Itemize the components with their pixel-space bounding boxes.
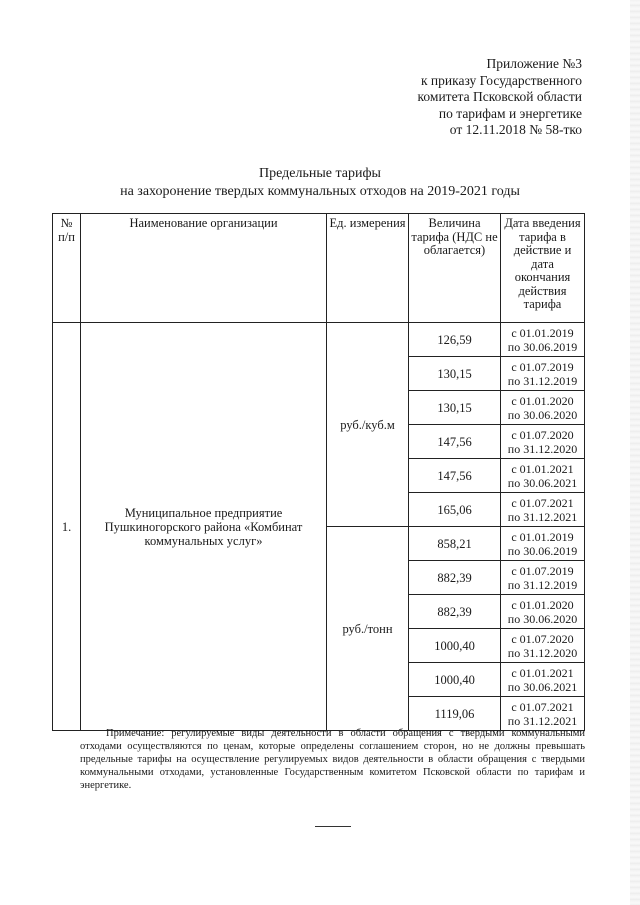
tariff-value: 1000,40 xyxy=(409,663,501,697)
tariff-value: 1119,06 xyxy=(409,697,501,731)
period-end: по 31.12.2019 xyxy=(507,577,578,592)
appendix-line: комитета Псковской области xyxy=(417,89,582,104)
tariff-period xyxy=(501,697,585,731)
row-number: 1. xyxy=(53,323,81,731)
tariff-value: 130,15 xyxy=(409,391,501,425)
period-start: с 01.07.2020 xyxy=(511,427,574,442)
header-num: № п/п xyxy=(53,214,81,323)
period-end: по 31.12.2019 xyxy=(507,373,578,388)
period-end: по 30.06.2019 xyxy=(507,543,578,558)
document-title xyxy=(0,165,640,200)
tariff-value: 126,59 xyxy=(409,323,501,357)
period-start: с 01.01.2021 xyxy=(511,461,574,476)
tariff-value: 147,56 xyxy=(409,459,501,493)
appendix-line: к приказу Государственного xyxy=(420,72,582,88)
header-org: Наименование организации xyxy=(81,214,327,323)
period-end: по 30.06.2021 xyxy=(507,679,578,694)
period-end: по 30.06.2020 xyxy=(507,611,578,626)
tariff-period xyxy=(501,391,585,425)
header-value: Величина тарифа (НДС не облагается) xyxy=(409,214,501,323)
period-end: по 31.12.2020 xyxy=(507,441,578,456)
tariff-value: 165,06 xyxy=(409,493,501,527)
tariff-period xyxy=(501,629,585,663)
appendix-line: Приложение №3 xyxy=(486,56,582,71)
table-header-row xyxy=(53,214,585,323)
title-line: Предельные тарифы xyxy=(259,166,381,181)
tariff-period xyxy=(501,425,585,459)
period-start: с 01.01.2019 xyxy=(511,325,574,340)
period-start: с 01.01.2020 xyxy=(511,597,574,612)
period-start: с 01.07.2019 xyxy=(511,359,574,374)
period-end: по 31.12.2021 xyxy=(507,713,578,728)
period-end: по 31.12.2021 xyxy=(507,509,578,524)
unit-cell: руб./куб.м xyxy=(327,323,409,527)
tariff-value: 882,39 xyxy=(409,595,501,629)
period-end: по 30.06.2019 xyxy=(507,339,578,354)
tariff-period xyxy=(501,323,585,357)
title-line: на захоронение твердых коммунальных отходов на 2019-2021 годы xyxy=(120,183,520,199)
period-end: по 31.12.2020 xyxy=(507,645,578,660)
period-end: по 30.06.2021 xyxy=(507,475,578,490)
tariff-value: 147,56 xyxy=(409,425,501,459)
tariff-period xyxy=(501,595,585,629)
tariff-value: 858,21 xyxy=(409,527,501,561)
period-start: с 01.07.2021 xyxy=(511,699,574,714)
tariff-period xyxy=(501,493,585,527)
unit-cell: руб./тонн xyxy=(327,527,409,731)
period-start: с 01.01.2019 xyxy=(511,529,574,544)
tariff-period xyxy=(501,663,585,697)
tariff-period xyxy=(501,357,585,391)
appendix-line: от 12.11.2018 № 58-тко xyxy=(449,122,582,137)
tariff-value: 882,39 xyxy=(409,561,501,595)
period-start: с 01.07.2021 xyxy=(511,495,574,510)
period-start: с 01.01.2020 xyxy=(511,393,574,408)
footnote: Примечание: регулируемые виды деятельности в области обращения с твердыми коммунальными отходами осуществляются по ценам, которые определены соглашением сторон, но не должны превышать предельные тарифы на осуществление регулируемых видов деятельности в области обращения с твердыми коммунальными отходами, установленные Государственным комитетом Псковской области по тарифам и энергетике. xyxy=(80,728,585,791)
table-row xyxy=(53,323,585,357)
organization-name: Муниципальное предприятие Пушкиногорского района «Комбинат коммунальных услуг» xyxy=(81,323,327,731)
period-end: по 30.06.2020 xyxy=(507,407,578,422)
tariff-table xyxy=(52,213,585,731)
tariff-value: 1000,40 xyxy=(409,629,501,663)
tariff-period xyxy=(501,561,585,595)
header-unit: Ед. измерения xyxy=(327,214,409,323)
appendix-header xyxy=(418,56,582,139)
scan-edge xyxy=(630,0,640,905)
tariff-period xyxy=(501,459,585,493)
period-start: с 01.01.2021 xyxy=(511,665,574,680)
period-start: с 01.07.2019 xyxy=(511,563,574,578)
period-start: с 01.07.2020 xyxy=(511,631,574,646)
appendix-line: по тарифам и энергетике xyxy=(438,105,582,121)
tariff-period xyxy=(501,527,585,561)
tariff-value: 130,15 xyxy=(409,357,501,391)
closing-line xyxy=(315,826,351,827)
header-dates: Дата введения тарифа в действие и дата окончания действия тарифа xyxy=(501,214,585,323)
